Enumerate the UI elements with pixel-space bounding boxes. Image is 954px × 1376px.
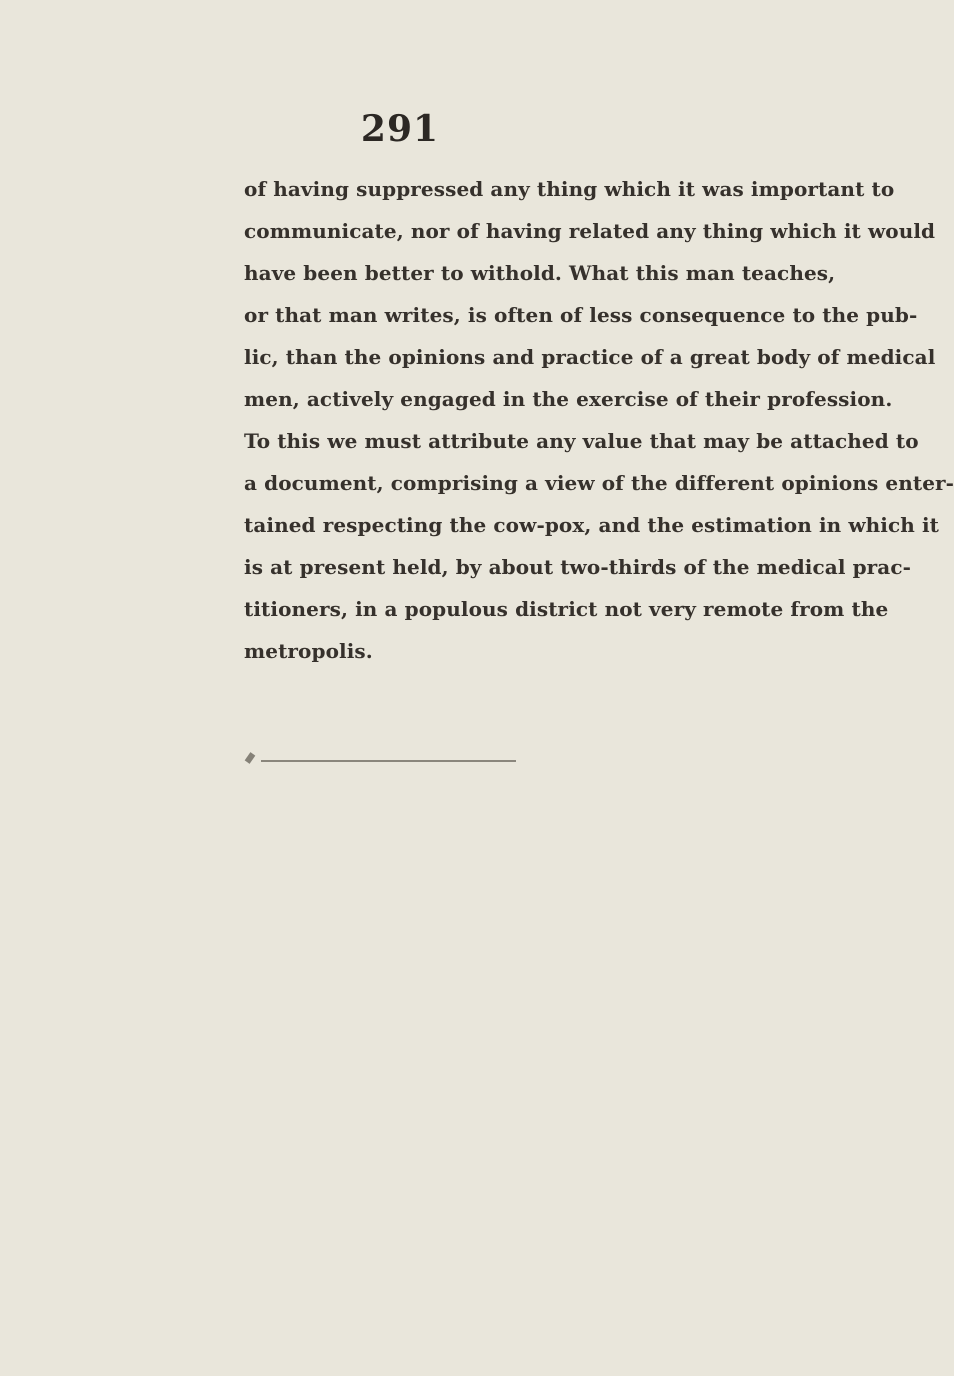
text-line: men, actively engaged in the exercise of their profession.	[244, 387, 893, 411]
text-line: lic, than the opinions and practice of a great body of medical	[244, 345, 936, 369]
text-line: have been better to withold. What this man teaches,	[244, 261, 836, 285]
text-line: is at present held, by about two-thirds of the medical prac-	[244, 555, 912, 579]
body-paragraph	[244, 168, 954, 672]
page-number: 291	[360, 108, 440, 150]
text-line: metropolis.	[244, 639, 373, 663]
text-line: or that man writes, is often of less consequence to the pub-	[244, 303, 918, 327]
ink-mark	[245, 752, 256, 764]
text-line: To this we must attribute any value that may be attached to	[244, 429, 919, 453]
text-line: of having suppressed any thing which it was important to	[244, 177, 895, 201]
section-divider	[261, 760, 516, 762]
text-line: a document, comprising a view of the different opinions enter-	[244, 471, 954, 495]
text-line: tained respecting the cow-pox, and the estimation in which it	[244, 513, 940, 537]
text-line: titioners, in a populous district not very remote from the	[244, 597, 889, 621]
text-line: communicate, nor of having related any thing which it would	[244, 219, 936, 243]
